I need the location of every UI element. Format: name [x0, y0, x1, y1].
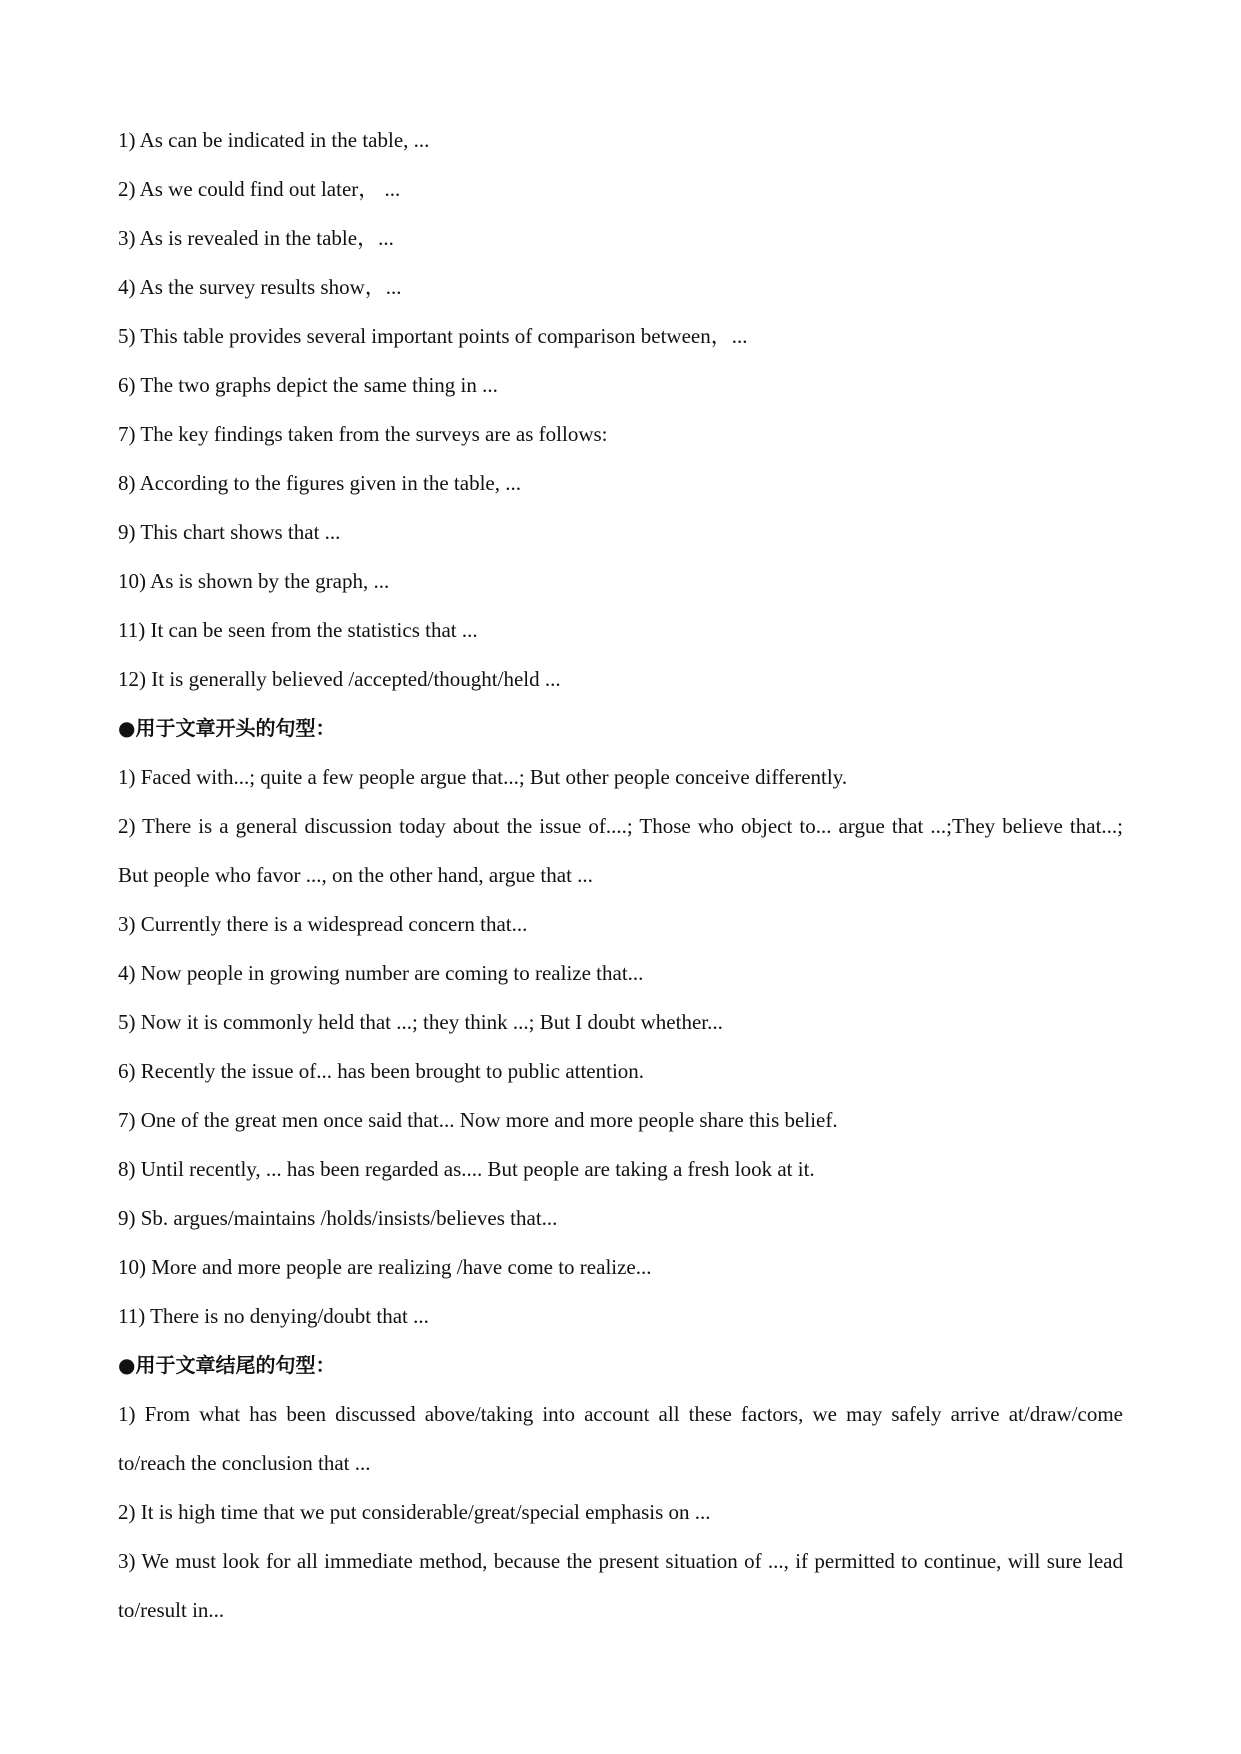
document-page: [118, 116, 1123, 1635]
closing-expressions-list: [118, 1390, 1123, 1635]
list-item: 2) There is a general discussion today about the issue of....; Those who object to... argue that ...;They believe that...; But people who favor ..., on the other hand, argue that ...: [118, 814, 1123, 887]
list-item: 6) Recently the issue of... has been brought to public attention.: [118, 1059, 645, 1083]
list-item: 10) More and more people are realizing /have come to realize...: [118, 1255, 652, 1279]
list-item: 3) As is revealed in the table，...: [118, 226, 394, 250]
list-item: 1) As can be indicated in the table, ...: [118, 128, 430, 152]
list-item: 9) This chart shows that ...: [118, 520, 341, 544]
list-item: 11) There is no denying/doubt that ...: [118, 1304, 429, 1328]
list-item: 3) Currently there is a widespread concern that...: [118, 912, 528, 936]
list-item: 2) As we could find out later， ...: [118, 177, 401, 201]
list-item: 2) It is high time that we put considerable/great/special emphasis on ...: [118, 1500, 711, 1524]
list-item: 8) Until recently, ... has been regarded as.... But people are taking a fresh look at it.: [118, 1157, 815, 1181]
list-item: 7) The key findings taken from the surveys are as follows:: [118, 422, 608, 446]
list-item: 12) It is generally believed /accepted/thought/held ...: [118, 667, 561, 691]
list-item: 5) This table provides several important points of comparison between，...: [118, 324, 748, 348]
list-item: 10) As is shown by the graph, ...: [118, 569, 390, 593]
list-item: 11) It can be seen from the statistics that ...: [118, 618, 478, 642]
list-item: 3) We must look for all immediate method, because the present situation of ..., if permitted to continue, will sure lead to/result in...: [118, 1549, 1123, 1622]
opening-section-heading: ●用于文章开头的句型：: [118, 716, 336, 740]
closing-section-heading: ●用于文章结尾的句型：: [118, 1353, 336, 1377]
chart-expressions-list: [118, 116, 1123, 704]
list-item: 9) Sb. argues/maintains /holds/insists/believes that...: [118, 1206, 558, 1230]
list-item: 5) Now it is commonly held that ...; they think ...; But I doubt whether...: [118, 1010, 723, 1034]
list-item: 8) According to the figures given in the table, ...: [118, 471, 521, 495]
list-item: 4) Now people in growing number are coming to realize that...: [118, 961, 644, 985]
list-item: 1) Faced with...; quite a few people argue that...; But other people conceive differently.: [118, 765, 848, 789]
list-item: 4) As the survey results show，...: [118, 275, 402, 299]
list-item: 7) One of the great men once said that... Now more and more people share this belief.: [118, 1108, 838, 1132]
list-item: 1) From what has been discussed above/taking into account all these factors, we may safely arrive at/draw/come to/reach the conclusion that ...: [118, 1402, 1123, 1475]
list-item: 6) The two graphs depict the same thing in ...: [118, 373, 498, 397]
opening-expressions-list: [118, 753, 1123, 1341]
